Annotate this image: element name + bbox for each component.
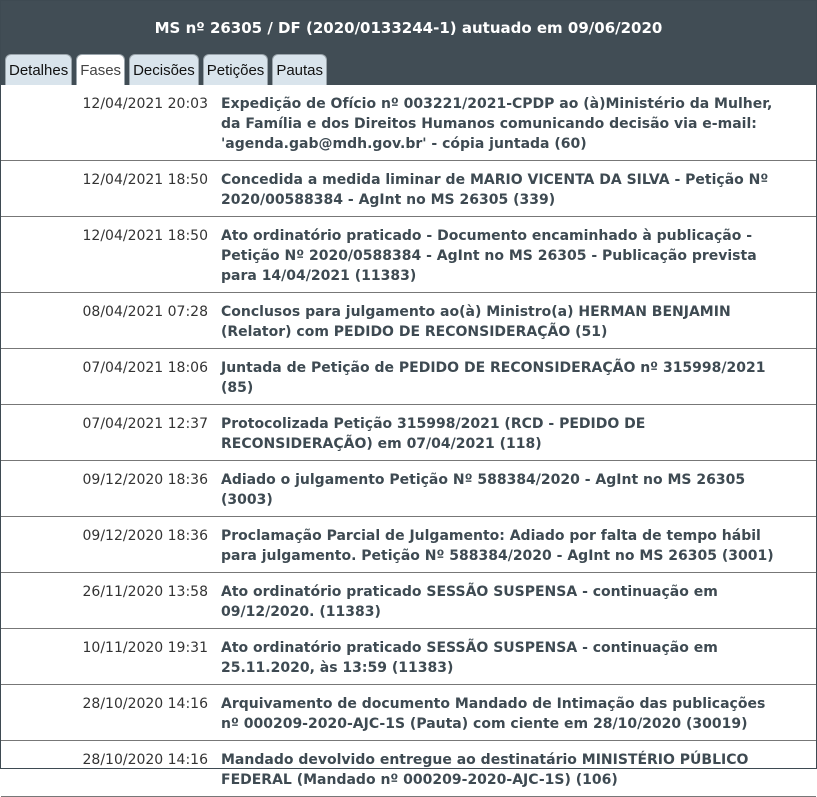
phase-row	[1, 741, 816, 797]
phase-description: Ato ordinatório praticado SESSÃO SUSPENSA - continuação em 09/12/2020. (11383)	[221, 584, 718, 620]
phase-date: 10/11/2020 19:31	[82, 640, 208, 656]
phase-date: 28/10/2020 14:16	[82, 752, 208, 768]
process-title: MS nº 26305 / DF (2020/0133244-1) autuado em 09/06/2020	[154, 19, 663, 37]
tab-fases[interactable]: Fases	[76, 54, 125, 85]
phase-description: Conclusos para julgamento ao(à) Ministro(a) HERMAN BENJAMIN (Relator) com PEDIDO DE RECONSIDERAÇÃO (51)	[221, 304, 731, 340]
phase-description: Arquivamento de documento Mandado de Intimação das publicações nº 000209-2020-AJC-1S (Pauta) com ciente em 28/10/2020 (30019)	[221, 696, 766, 732]
phase-row	[1, 217, 816, 293]
phase-row	[1, 293, 816, 349]
tab-pautas[interactable]: Pautas	[272, 54, 327, 85]
phase-description: Protocolizada Petição 315998/2021 (RCD - PEDIDO DE RECONSIDERAÇÃO) em 07/04/2021 (118)	[221, 416, 646, 452]
phase-description: Expedição de Ofício nº 003221/2021-CPDP ao (à)Ministério da Mulher, da Família e dos Direitos Humanos comunicando decisão via e-mail: 'agenda.gab@mdh.gov.br' - cópia juntada (60)	[221, 96, 773, 152]
phase-date: 08/04/2021 07:28	[82, 304, 208, 320]
phase-description: Juntada de Petição de PEDIDO DE RECONSIDERAÇÃO nº 315998/2021 (85)	[221, 360, 766, 396]
phase-date: 28/10/2020 14:16	[82, 696, 208, 712]
phase-row	[1, 629, 816, 685]
process-header	[1, 1, 816, 85]
tab-decisoes[interactable]: Decisões	[129, 54, 199, 85]
phase-row	[1, 85, 816, 161]
phase-date: 07/04/2021 12:37	[82, 416, 208, 432]
phase-description: Concedida a medida liminar de MARIO VICENTA DA SILVA - Petição Nº 2020/00588384 - AgInt no MS 26305 (339)	[221, 172, 769, 208]
phase-description: Ato ordinatório praticado SESSÃO SUSPENSA - continuação em 25.11.2020, às 13:59 (11383)	[221, 640, 718, 676]
phase-date: 12/04/2021 20:03	[82, 96, 208, 112]
phase-date: 12/04/2021 18:50	[82, 172, 208, 188]
phase-row	[1, 349, 816, 405]
phase-description: Proclamação Parcial de Julgamento: Adiado por falta de tempo hábil para julgamento. Petição Nº 588384/2020 - AgInt no MS 26305 (3001)	[221, 528, 774, 564]
tab-detalhes[interactable]: Detalhes	[5, 54, 72, 85]
phase-date: 07/04/2021 18:06	[82, 360, 208, 376]
phases-list	[1, 85, 816, 797]
tab-peticoes[interactable]: Petições	[203, 54, 269, 85]
phase-date: 26/11/2020 13:58	[82, 584, 208, 600]
phase-date: 09/12/2020 18:36	[82, 472, 208, 488]
phase-row	[1, 685, 816, 741]
tab-bar	[5, 54, 327, 85]
phase-row	[1, 405, 816, 461]
phase-row	[1, 573, 816, 629]
phase-row	[1, 517, 816, 573]
phase-date: 09/12/2020 18:36	[82, 528, 208, 544]
phase-description: Ato ordinatório praticado - Documento encaminhado à publicação - Petição Nº 2020/0588384 - AgInt no MS 26305 - Publicação prevista para 14/04/2021 (11383)	[221, 228, 757, 284]
phase-description: Mandado devolvido entregue ao destinatário MINISTÉRIO PÚBLICO FEDERAL (Mandado nº 000209-2020-AJC-1S) (106)	[221, 752, 749, 788]
phase-date: 12/04/2021 18:50	[82, 228, 208, 244]
phase-description: Adiado o julgamento Petição Nº 588384/2020 - AgInt no MS 26305 (3003)	[221, 472, 746, 508]
phase-row	[1, 161, 816, 217]
phase-row	[1, 461, 816, 517]
